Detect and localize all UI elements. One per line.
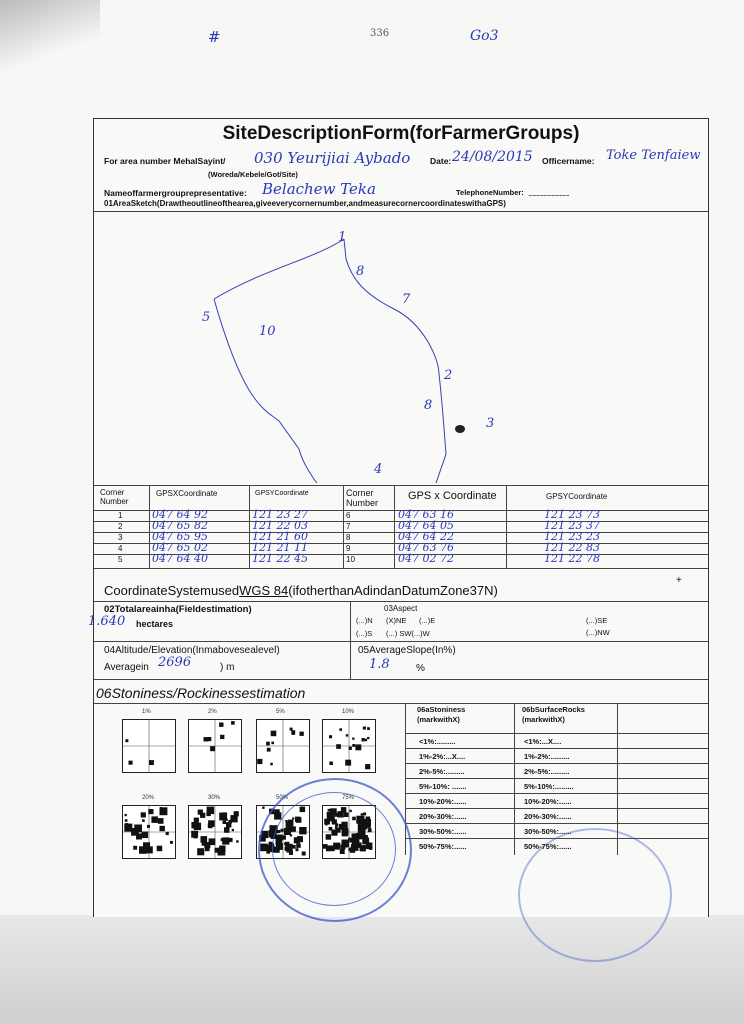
row-line <box>405 778 708 779</box>
stoniness-diagram-box <box>122 719 176 773</box>
phone-label: TelephoneNumber: <box>456 188 524 197</box>
stoniness-row: 2%-5%:......... <box>419 767 465 776</box>
corner-number: 4 <box>118 544 123 553</box>
surface-rocks-row: 5%-10%:......... <box>524 782 574 791</box>
stoniness-diagram-box <box>122 805 176 859</box>
table-bottom-line <box>94 568 708 569</box>
surface-rocks-header: 06bSurfaceRocks (markwithX) <box>522 705 585 724</box>
col-line <box>149 485 150 568</box>
stoniness-diagram-box <box>188 719 242 773</box>
divider <box>94 703 708 704</box>
section-06-label: 06Stoniness/Rockinessestimation <box>96 685 306 701</box>
col-line <box>514 703 515 855</box>
corner-number: 7 <box>346 522 351 531</box>
surface-rocks-row: 10%-20%:...... <box>524 797 572 806</box>
row-line <box>405 763 708 764</box>
gps-y-value: 121 22 83 <box>544 541 600 554</box>
stoniness-percent-label: 5% <box>276 709 285 715</box>
row-line <box>405 748 708 749</box>
stoniness-percent-label: 2% <box>208 709 217 715</box>
official-stamp-inner <box>272 792 396 906</box>
th-gps-x: GPSXCoordinate <box>156 489 218 498</box>
th-gps-x-2: GPS x Coordinate <box>408 490 497 502</box>
altitude-value: 2696 <box>158 655 192 670</box>
gps-x-value: 047 65 02 <box>152 541 208 554</box>
surface-rocks-row: 50%-75%:...... <box>524 842 572 851</box>
stoniness-percent-label: 10% <box>342 709 355 715</box>
corner-number: 9 <box>346 544 351 553</box>
corner-number: 6 <box>346 511 351 520</box>
officer-label: Officername: <box>542 156 595 166</box>
corner-number: 1 <box>118 511 123 520</box>
faded-stamp <box>518 828 672 962</box>
stoniness-row: 1%-2%:...X.... <box>419 752 466 761</box>
surface-rocks-row: 2%-5%:......... <box>524 767 570 776</box>
coord-system-value: WGS 84 <box>239 583 289 598</box>
divider <box>94 601 708 602</box>
gps-x-value: 047 02 72 <box>398 552 454 565</box>
corner-number: 5 <box>118 555 123 564</box>
col-line <box>350 601 351 641</box>
gps-x-value: 047 65 95 <box>152 530 208 543</box>
representative-value: Belachew Teka <box>262 180 376 198</box>
sketch-outline <box>214 239 486 483</box>
sketch-label-1: 1 <box>338 230 347 245</box>
area-sketch <box>94 211 708 483</box>
sketch-label-8: 8 <box>356 264 365 279</box>
form-title: SiteDescriptionForm(forFarmerGroups) <box>222 123 580 144</box>
gps-y-value: 121 23 27 <box>252 508 308 521</box>
total-area-unit: hectares <box>136 619 174 629</box>
gps-y-value: 121 23 37 <box>544 519 600 532</box>
gps-x-value: 047 64 05 <box>398 519 454 532</box>
th-gps-y-2: GPSYCoordinate <box>546 492 608 501</box>
gps-y-value: 121 21 60 <box>252 530 308 543</box>
aspect-n: (...)N <box>356 616 373 625</box>
altitude-label: 04Altitude/Elevation(Inmabovesealevel) <box>104 645 280 656</box>
gps-y-value: 121 22 03 <box>252 519 308 532</box>
stoniness-row: <1%:......... <box>419 737 456 746</box>
aspect-ne: (X)NE <box>386 616 407 625</box>
corner-number: 8 <box>346 533 351 542</box>
ink-blot <box>455 425 465 433</box>
aspect-nw: (...)NW <box>586 628 610 637</box>
divider <box>94 641 708 642</box>
total-area-value: 1.640 <box>88 614 126 629</box>
row-line <box>405 823 708 824</box>
section-01-label: 01AreaSketch(Drawtheoutlineofthearea,giveeverycornernumber,andmeasurecornercoordinateswithaGPS) <box>104 199 506 208</box>
stoniness-header: 06aStoniness (markwithX) <box>417 705 466 724</box>
gps-y-value: 121 23 73 <box>544 508 600 521</box>
coord-system-rest: (ifotherthanAdindanDatumZone37N) <box>288 583 498 598</box>
aspect-se: (...)SE <box>586 616 608 625</box>
total-area-label: 02Totalareainha(Fieldestimation) <box>104 604 252 615</box>
date-label: Date: <box>430 156 452 166</box>
sketch-label-2: 2 <box>444 368 453 383</box>
th-corner-number-2: Corner Number <box>346 488 379 508</box>
gps-y-value: 121 23 23 <box>544 530 600 543</box>
area-label: For area number MehalSayint/ <box>104 156 226 166</box>
slope-unit: % <box>416 663 425 674</box>
gps-x-value: 047 64 22 <box>398 530 454 543</box>
site-description-form <box>88 118 709 917</box>
gps-x-value: 047 64 92 <box>152 508 208 521</box>
aspect-s: (...)S <box>356 629 373 638</box>
sketch-label-4: 4 <box>374 462 383 477</box>
col-line <box>506 485 507 568</box>
col-line <box>343 485 344 568</box>
col-line <box>350 641 351 679</box>
stoniness-percent-label: 50% <box>276 795 289 801</box>
scan-fold-shadow <box>0 0 100 70</box>
representative-label: Nameoffarmergrouprepresentative: <box>104 188 247 198</box>
gps-x-value: 047 63 76 <box>398 541 454 554</box>
gps-x-value: 047 64 40 <box>152 552 208 565</box>
corner-number: 3 <box>118 533 123 542</box>
th-corner-number: Corner Number <box>100 488 129 506</box>
slope-value: 1.8 <box>369 657 390 672</box>
stoniness-diagram-box <box>256 719 310 773</box>
stoniness-percent-label: 1% <box>142 709 151 715</box>
top-mark-right: Go3 <box>470 28 499 44</box>
stoniness-row: 30%-50%:...... <box>419 827 467 836</box>
sketch-label-7: 7 <box>402 292 411 307</box>
slope-label: 05AverageSlope(In%) <box>358 645 456 656</box>
sketch-label-10: 10 <box>259 324 276 339</box>
sketch-label-8b: 8 <box>424 398 433 413</box>
stoniness-row: 20%-30%:...... <box>419 812 467 821</box>
coord-system-line <box>104 583 498 598</box>
stoniness-row: 10%-20%:...... <box>419 797 467 806</box>
aspect-sw-w: (...) SW(...)W <box>386 629 430 638</box>
table-top-line <box>94 485 708 486</box>
date-value: 24/08/2015 <box>452 149 533 165</box>
stoniness-percent-label: 75% <box>342 795 355 801</box>
altitude-unit: ) m <box>220 662 235 673</box>
divider <box>94 679 708 680</box>
surface-rocks-row: 1%-2%:......... <box>524 752 570 761</box>
area-sub-label: (Woreda/Kebele/Got/Site) <box>208 170 298 179</box>
gps-y-value: 121 22 78 <box>544 552 600 565</box>
phone-dots: .............................. <box>528 188 569 198</box>
top-mark-middle: 336 <box>370 28 390 39</box>
col-line <box>249 485 250 568</box>
top-mark-left: # <box>208 28 221 46</box>
stoniness-percent-label: 20% <box>142 795 155 801</box>
corner-number: 2 <box>118 522 123 531</box>
stoniness-row: 50%-75%:...... <box>419 842 467 851</box>
aspect-e: (...)E <box>419 616 436 625</box>
side-mark: + <box>676 575 682 586</box>
stoniness-diagram-box <box>322 719 376 773</box>
corner-number: 10 <box>346 555 355 564</box>
sketch-label-3: 3 <box>486 416 495 431</box>
area-value: 030 Yeurijiai Aybado <box>254 149 411 167</box>
stoniness-row: 5%-10%: ....... <box>419 782 467 791</box>
surface-rocks-row: <1%:...X.... <box>524 737 562 746</box>
sketch-label-5: 5 <box>202 310 211 325</box>
th-gps-y: GPSYCoordinate <box>255 490 309 497</box>
row-line <box>405 793 708 794</box>
row-line <box>405 808 708 809</box>
gps-y-value: 121 21 11 <box>252 541 308 554</box>
aspect-label: 03Aspect <box>384 604 418 613</box>
row-line <box>405 733 708 734</box>
stoniness-percent-label: 30% <box>208 795 221 801</box>
altitude-prefix: Averagein <box>104 662 149 673</box>
surface-rocks-row: 20%-30%:...... <box>524 812 572 821</box>
surface-rocks-row: 30%-50%:...... <box>524 827 572 836</box>
officer-value: Toke Tenfaiew <box>606 148 701 163</box>
col-line <box>394 485 395 568</box>
gps-y-value: 121 22 45 <box>252 552 308 565</box>
gps-x-value: 047 65 82 <box>152 519 208 532</box>
stoniness-diagram-box <box>188 805 242 859</box>
gps-x-value: 047 63 16 <box>398 508 454 521</box>
coord-system-label: CoordinateSystemused <box>104 583 240 598</box>
